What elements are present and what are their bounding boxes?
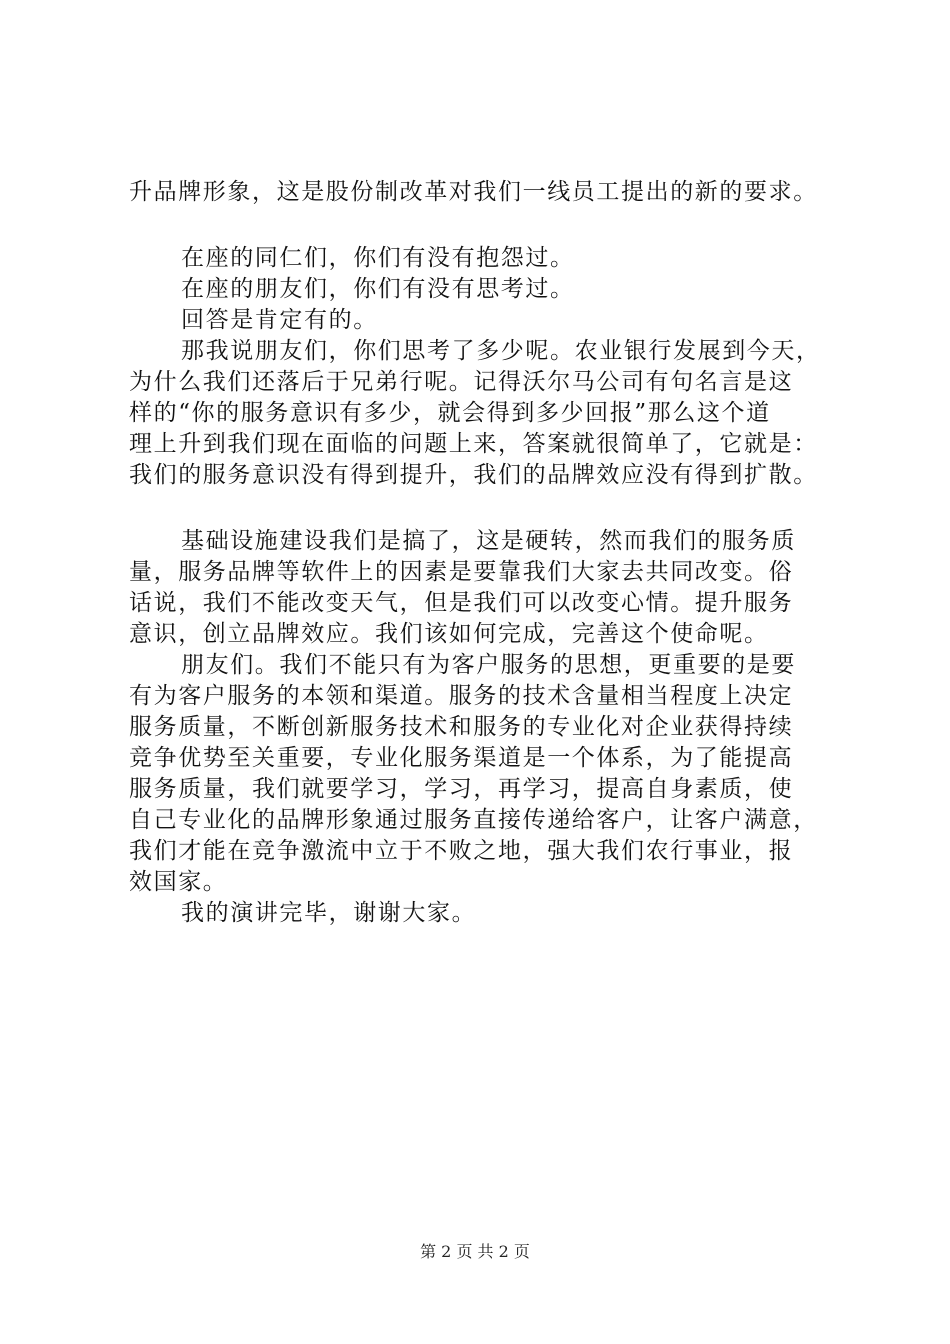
paragraph-line: 竞争优势至关重要，专业化服务渠道是一个体系，为了能提高 [129, 745, 794, 771]
paragraph-line: 为什么我们还落后于兄弟行呢。记得沃尔马公司有句名言是这 [129, 369, 794, 395]
paragraph-line: 回答是肯定有的。 [181, 307, 378, 333]
paragraph-line: 在座的朋友们，你们有没有思考过。 [181, 276, 575, 302]
paragraph-gap [129, 491, 853, 526]
paragraph-line: 服务质量，不断创新服务技术和服务的专业化对企业获得持续 [129, 714, 794, 740]
paragraph-line: 效国家。 [129, 869, 228, 895]
paragraph-line: 朋友们。我们不能只有为客户服务的思想，更重要的是要 [181, 652, 796, 678]
paragraph-line: 那我说朋友们，你们思考了多少呢。农业银行发展到今天， [181, 338, 821, 364]
paragraph-line: 有为客户服务的本领和渠道。服务的技术含量相当程度上决定 [129, 683, 794, 709]
page-number-footer: 第 2 页 共 2 页 [420, 1242, 530, 1261]
paragraph-line: 我们才能在竞争激流中立于不败之地，强大我们农行事业，报 [129, 838, 794, 864]
paragraph-gap [129, 208, 853, 243]
paragraph-line: 理上升到我们现在面临的问题上来，答案就很简单了，它就是： [129, 431, 818, 457]
paragraph-line: 基础设施建设我们是搞了，这是硬转，然而我们的服务质 [181, 528, 796, 554]
paragraph-line: 我的演讲完毕，谢谢大家。 [181, 900, 477, 926]
paragraph-line: 升品牌形象，这是股份制改革对我们一线员工提出的新的要求。 [129, 179, 818, 205]
paragraph-line: 意识，创立品牌效应。我们该如何完成，完善这个使命呢。 [129, 621, 769, 647]
paragraph-line: 我们的服务意识没有得到提升，我们的品牌效应没有得到扩散。 [129, 462, 818, 488]
paragraph-line: 在座的同仁们，你们有没有抱怨过。 [181, 245, 575, 271]
paragraph-line: 样的“你的服务意识有多少，就会得到多少回报”那么这个道 [129, 400, 771, 426]
paragraph-line: 自己专业化的品牌形象通过服务直接传递给客户，让客户满意， [129, 807, 818, 833]
paragraph-line: 话说，我们不能改变天气，但是我们可以改变心情。提升服务 [129, 590, 794, 616]
document-body [129, 177, 853, 929]
paragraph-line: 量，服务品牌等软件上的因素是要靠我们大家去共同改变。俗 [129, 559, 794, 585]
paragraph-line: 服务质量，我们就要学习，学习，再学习，提高自身素质，使 [129, 776, 794, 802]
